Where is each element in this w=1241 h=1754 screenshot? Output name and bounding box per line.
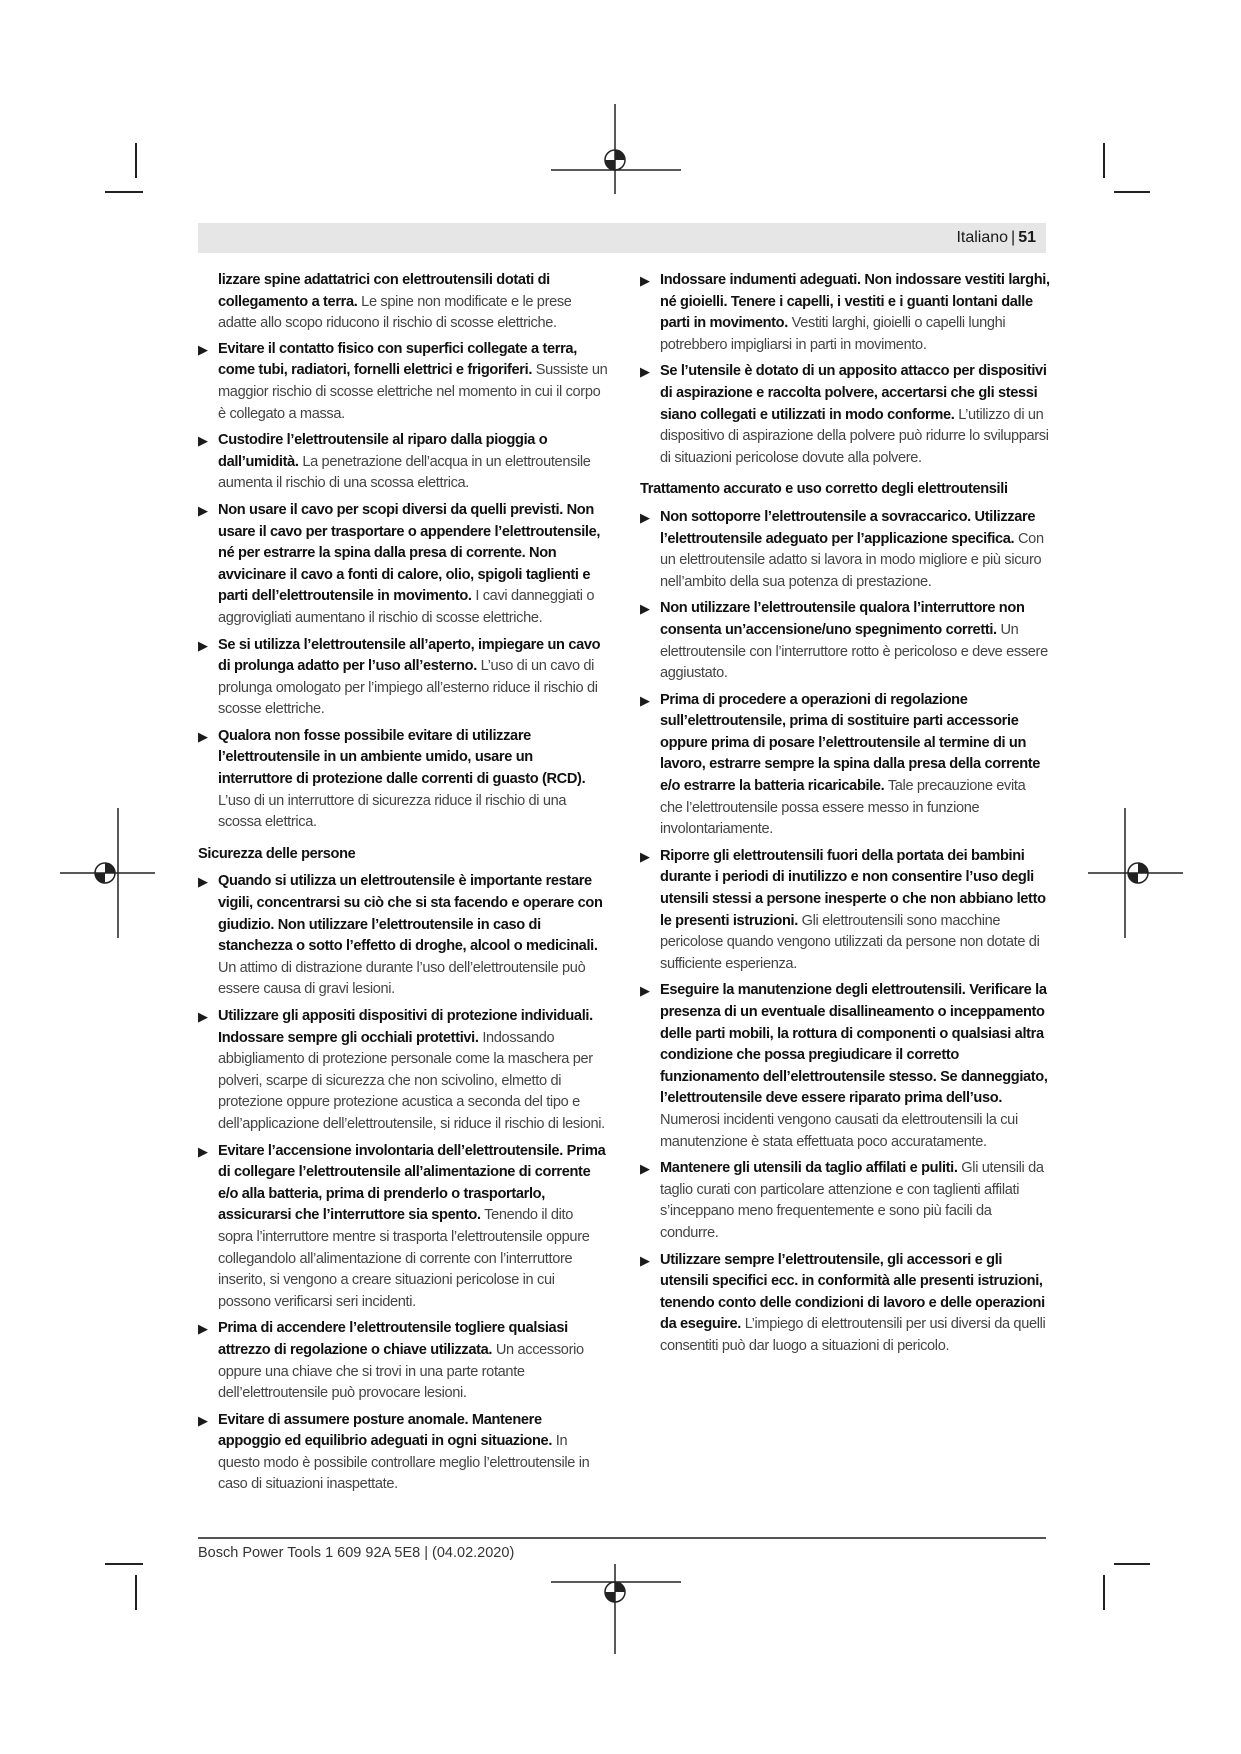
instruction-explanation: Tale precauzione evita che l’elettroutensile possa essere messo in funzione involontariamente.: [660, 778, 1026, 838]
crop-mark: [105, 1563, 143, 1565]
bullet-triangle-icon: ▶: [640, 983, 650, 999]
instruction-explanation: Numerosi incidenti vengono causati da elettroutensili la cui manutenzione è stata effettuata poco accuratamente.: [660, 1111, 1018, 1150]
bullet-triangle-icon: ▶: [640, 1252, 650, 1268]
instruction-bold: Prima di accendere l’elettroutensile togliere qualsiasi attrezzo di regolazione o chiave utilizzata.: [218, 1320, 568, 1358]
bullet-triangle-icon: ▶: [198, 433, 208, 449]
instruction-explanation: Un attimo di distrazione durante l’uso dell’elettroutensile può essere causa di gravi lesioni.: [218, 959, 586, 998]
instruction-explanation: L’uso di un cavo di prolunga omologato per l’impiego all’esterno riduce il rischio di scosse elettriche.: [218, 658, 598, 718]
instruction-bold: Prima di procedere a operazioni di regolazione sull’elettroutensile, prima di sostituire parti accessorie oppure prima di posare l’elettroutensile al termine di un lavoro, estrarre sempre la spina dalla presa della corrente e/o estrarre la batteria ricaricabile.: [660, 691, 1041, 795]
instruction-explanation: Vestiti larghi, gioielli o capelli lunghi potrebbero impigliarsi in parti in movimento.: [660, 315, 1006, 353]
safety-instruction: [640, 361, 1050, 469]
header-divider: |: [1011, 229, 1016, 246]
safety-instruction: [198, 500, 608, 630]
footer-imprint: Bosch Power Tools 1 609 92A 5E8 | (04.02.2020): [198, 1545, 515, 1561]
instruction-bold: Evitare di assumere posture anomale. Mantenere appoggio ed equilibrio adeguati in ogni situazione.: [218, 1411, 553, 1450]
instruction-explanation: L’uso di un interruttore di sicurezza riduce il rischio di una scossa elettrica.: [218, 792, 567, 831]
safety-instruction: [640, 1250, 1050, 1358]
footer-rule: [198, 1537, 1046, 1539]
instruction-bold: Se l’utensile è dotato di un apposito attacco per dispositivi di aspirazione e raccolta polvere, accertarsi che gli stessi siano collegati e utilizzati in modo conforme.: [660, 363, 1047, 423]
instruction-explanation: Sussiste un maggior rischio di scosse elettriche nel momento in cui il corpo è collegato a massa.: [218, 362, 608, 422]
bullet-triangle-icon: ▶: [640, 1161, 650, 1177]
instruction-bold: Utilizzare sempre l’elettroutensile, gli accessori e gli utensili specifici ecc. in conformità alle presenti istruzioni, tenendo conto delle condizioni di lavoro e delle operazioni da eseguire.: [660, 1251, 1045, 1333]
instruction-bold: Indossare indumenti adeguati. Non indossare vestiti larghi, né gioielli. Tenere i capelli, i vestiti e i guanti lontani dalle parti in movimento.: [660, 272, 1050, 332]
instruction-explanation: Indossando abbigliamento di protezione personale come la maschera per polveri, scarpe di sicurezza che non scivolino, elmetto di protezione oppure protezione acustica a seconda del tipo e dell’applicazione dell’elettroutensile, si riduce il rischio di lesioni.: [218, 1029, 605, 1132]
bullet-triangle-icon: ▶: [198, 341, 208, 357]
instruction-bold: Custodire l’elettroutensile al riparo dalla pioggia o dall’umidità.: [218, 432, 548, 470]
instruction-bold: Non sottoporre l’elettroutensile a sovraccarico. Utilizzare l’elettroutensile adeguato per l’applicazione specifica.: [660, 508, 1036, 547]
instruction-explanation: Un accessorio oppure una chiave che si trovi in una parte rotante dell’elettroutensile può provocare lesioni.: [218, 1341, 584, 1402]
safety-instruction: [198, 871, 608, 1001]
left-column: [198, 270, 608, 1501]
registration-mark-icon: [1088, 808, 1183, 938]
instruction-explanation: I cavi danneggiati o aggrovigliati aumentano il rischio di scosse elettriche.: [218, 588, 595, 626]
bullet-triangle-icon: ▶: [640, 692, 650, 708]
section-heading: Sicurezza delle persone: [198, 845, 356, 862]
safety-instruction: [640, 598, 1050, 684]
instruction-explanation: Gli utensili da taglio curati con particolare attenzione e con taglienti affilati s’inceppano meno frequentemente e sono più facili da condurre.: [660, 1160, 1044, 1241]
crop-mark: [105, 191, 143, 193]
page-header: [198, 223, 1046, 253]
instruction-bold: Eseguire la manutenzione degli elettroutensili. Verificare la presenza di un eventuale disallineamento o inceppamento delle parti mobili, la rottura di componenti o qualsiasi altra condizione che possa pregiudicare il corretto funzionamento dell’elettroutensile stesso. Se danneggiato, l’elettroutensile deve essere riparato prima dell’uso.: [660, 982, 1048, 1107]
bullet-triangle-icon: ▶: [198, 1143, 208, 1159]
header-language: Italiano: [956, 229, 1009, 246]
bullet-triangle-icon: ▶: [198, 502, 208, 518]
safety-instruction: [198, 635, 608, 721]
safety-instruction: [640, 270, 1050, 356]
crop-mark: [135, 1575, 137, 1610]
safety-instruction: [640, 690, 1050, 841]
bullet-triangle-icon: ▶: [198, 1009, 208, 1024]
instruction-bold: Qualora non fosse possibile evitare di utilizzare l’elettroutensile in un ambiente umido, usare un interruttore di protezione dalle correnti di guasto (RCD).: [218, 727, 586, 788]
instruction-explanation: Gli elettroutensili sono macchine pericolose quando vengono utilizzati da persone non dotate di sufficiente esperienza.: [660, 912, 1040, 972]
instruction-explanation: Con un elettroutensile adatto si lavora in modo migliore e più sicuro nell’ambito della sua potenza di prestazione.: [660, 530, 1044, 590]
instruction-bold: Riporre gli elettroutensili fuori della portata dei bambini durante i periodi di inutilizzo e non consentire l’uso degli utensili stessi a persone inesperte o che non abbiano letto le presenti istruzioni.: [660, 847, 1046, 929]
bullet-triangle-icon: ▶: [198, 874, 208, 890]
bullet-triangle-icon: ▶: [640, 601, 650, 617]
right-column: [640, 270, 1050, 1363]
bullet-triangle-icon: ▶: [198, 1412, 208, 1428]
instruction-bold: Evitare l’accensione involontaria dell’elettroutensile. Prima di collegare l’elettroutensile all’alimentazione di corrente e/o alla batteria, prima di prenderlo o trasportarlo, assicurarsi che l’interruttore sia spento.: [218, 1142, 606, 1224]
header-label: [956, 229, 1036, 247]
instruction-bold: Quando si utilizza un elettroutensile è importante restare vigili, concentrarsi su ciò che si sta facendo e operare con giudizio. Non utilizzare l’elettroutensile in caso di stanchezza o sotto l’effetto di droghe, alcool o medicinali.: [218, 873, 603, 955]
bullet-triangle-icon: ▶: [640, 364, 650, 380]
instruction-explanation: Le spine non modificate e le prese adatte allo scopo riducono il rischio di scosse elettriche.: [218, 293, 572, 332]
instruction-explanation: L’utilizzo di un dispositivo di aspirazione della polvere può ridurre lo svilupparsi di situazioni pericolose dovute alla polvere.: [660, 406, 1049, 466]
safety-instruction: [198, 430, 608, 495]
instruction-explanation: In questo modo è possibile controllare meglio l’elettroutensile in caso di situazioni inaspettate.: [218, 1433, 590, 1493]
safety-instruction: [640, 846, 1050, 976]
bullet-triangle-icon: ▶: [198, 1321, 208, 1337]
registration-mark-icon: [551, 1564, 681, 1654]
registration-mark-icon: [551, 104, 681, 194]
bullet-triangle-icon: ▶: [640, 273, 650, 288]
instruction-bold: Mantenere gli utensili da taglio affilati e puliti.: [660, 1160, 958, 1177]
safety-instruction: [640, 1158, 1050, 1244]
instruction-bold: Se si utilizza l’elettroutensile all’aperto, impiegare un cavo di prolunga adatto per l’uso all’esterno.: [218, 636, 601, 675]
crop-mark: [135, 143, 137, 178]
section-heading: Trattamento accurato e uso corretto degli elettroutensili: [640, 481, 1008, 498]
safety-instruction: [640, 507, 1050, 593]
instruction-bold: Non usare il cavo per scopi diversi da quelli previsti. Non usare il cavo per trasportare o appendere l’elettroutensile, né per estrarre la spina dalla presa di corrente. Non avvicinare il cavo a fonti di calore, olio, spigoli taglienti e parti dell’elettroutensile in movimento.: [218, 501, 601, 605]
instruction-bold: lizzare spine adattatrici con elettroutensili dotati di collegamento a terra.: [218, 272, 550, 310]
instruction-explanation: Tenendo il dito sopra l’interruttore mentre si trasporta l’elettroutensile oppure collegandolo all’alimentazione di corrente con l’interruttore inserito, si vengono a creare situazioni pericolose in cui possono verificarsi seri incidenti.: [218, 1207, 590, 1310]
bullet-triangle-icon: ▶: [640, 509, 650, 525]
crop-mark: [1114, 191, 1150, 193]
instruction-bold: Evitare il contatto fisico con superfici collegate a terra, come tubi, radiatori, fornelli elettrici e frigoriferi.: [218, 340, 577, 379]
safety-instruction: [198, 1006, 608, 1136]
safety-instruction: [198, 1410, 608, 1496]
safety-instruction: [640, 980, 1050, 1153]
bullet-triangle-icon: ▶: [198, 728, 208, 744]
safety-instruction: [198, 339, 608, 425]
safety-instruction: [198, 1318, 608, 1404]
instruction-explanation: Un elettroutensile con l’interruttore rotto è pericoloso e deve essere aggiustato.: [660, 621, 1048, 682]
instruction-bold: Non utilizzare l’elettroutensile qualora l’interruttore non consenta un’accensione/uno spegnimento corretti.: [660, 600, 1025, 638]
instruction-explanation: La penetrazione dell’acqua in un elettroutensile aumenta il rischio di una scossa elettrica.: [218, 453, 591, 492]
crop-mark: [1103, 1575, 1105, 1610]
safety-instruction: [198, 726, 608, 834]
instruction-explanation: L’impiego di elettroutensili per usi diversi da quelli consentiti può dar luogo a situazioni di pericolo.: [660, 1316, 1046, 1354]
continued-instruction: [198, 270, 608, 335]
instruction-bold: Utilizzare gli appositi dispositivi di protezione individuali. Indossare sempre gli occhiali protettivi.: [218, 1008, 593, 1046]
page-number: 51: [1018, 229, 1036, 246]
crop-mark: [1114, 1563, 1150, 1565]
bullet-triangle-icon: ▶: [198, 637, 208, 653]
safety-instruction: [198, 1141, 608, 1314]
bullet-triangle-icon: ▶: [640, 848, 650, 864]
crop-mark: [1103, 143, 1105, 178]
registration-mark-icon: [60, 808, 155, 938]
